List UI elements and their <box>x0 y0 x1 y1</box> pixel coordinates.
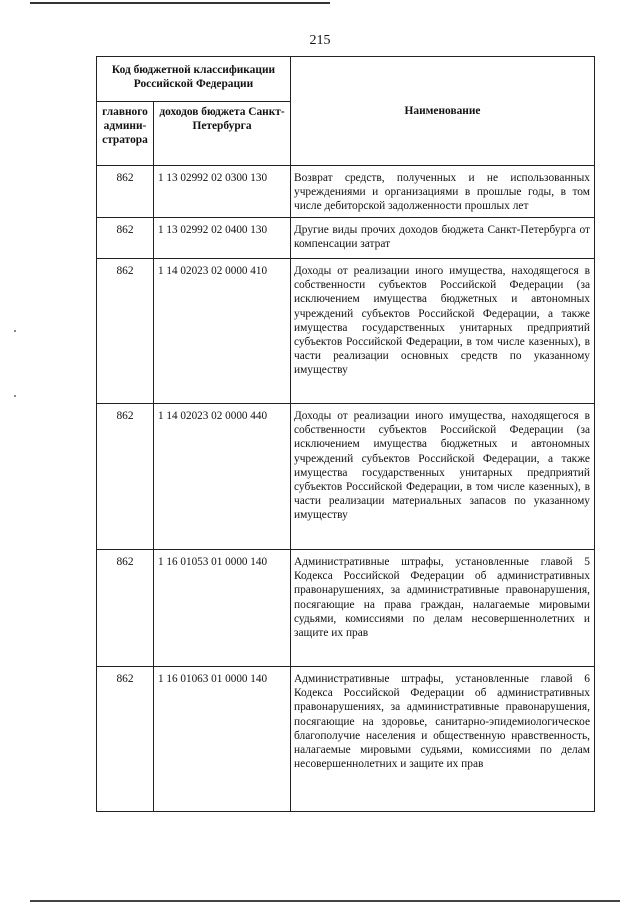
cell-name: Возврат средств, полученных и не использованных учреждениями и организациями в прошлые годы, в том числе дебиторской задолженности прошлых лет <box>291 166 595 218</box>
scan-edge-top <box>30 2 330 4</box>
cell-code: 1 13 02992 02 0300 130 <box>154 166 291 218</box>
header-income: доходов бюджета Санкт-Петербурга <box>154 102 291 166</box>
cell-name: Доходы от реализации иного имущества, находящегося в собственности субъектов Российской Федерации (за исключением имущества бюджетных и автономных учреждений субъектов Российской Федерации, а также имущества государственных унитарных предприятий субъектов Российской Федерации, в том числе казенных), в части реализации основных средств по указанному имуществу <box>291 259 595 404</box>
cell-code: 1 14 02023 02 0000 440 <box>154 404 291 550</box>
header-budget-code: Код бюджетной классификации Российской Федерации <box>97 57 291 102</box>
scan-speck <box>14 330 16 332</box>
cell-admin: 862 <box>97 259 154 404</box>
cell-code: 1 16 01063 01 0000 140 <box>154 667 291 812</box>
cell-name: Административные штрафы, установленные главой 5 Кодекса Российской Федерации об административных правонарушениях, за административные правонарушения, посягающие на права граждан, налагаемые мировыми судьями, комиссиями по делам несовершеннолетних и защите их прав <box>291 550 595 667</box>
table-row <box>97 550 595 667</box>
cell-admin: 862 <box>97 218 154 259</box>
cell-admin: 862 <box>97 667 154 812</box>
table-row <box>97 404 595 550</box>
cell-name: Доходы от реализации иного имущества, находящегося в собственности субъектов Российской Федерации (за исключением имущества бюджетных и автономных учреждений субъектов Российской Федерации, а также имущества государственных унитарных предприятий субъектов Российской Федерации, в том числе казенных), в части реализации материальных запасов по указанному имуществу <box>291 404 595 550</box>
budget-classification-table <box>96 56 595 812</box>
table-row <box>97 667 595 812</box>
table-header-row <box>97 57 595 102</box>
cell-name: Административные штрафы, установленные главой 6 Кодекса Российской Федерации об административных правонарушениях, за административные правонарушения, посягающие на здоровье, санитарно-эпидемиологическое благополучие населения и общественную нравственность, налагаемые мировыми судьями, комиссиями по делам несовершеннолетних и защите их прав <box>291 667 595 812</box>
scan-edge-bottom <box>30 900 620 902</box>
cell-admin: 862 <box>97 404 154 550</box>
scan-speck <box>14 395 16 397</box>
cell-name: Другие виды прочих доходов бюджета Санкт-Петербурга от компенсации затрат <box>291 218 595 259</box>
cell-admin: 862 <box>97 550 154 667</box>
cell-code: 1 16 01053 01 0000 140 <box>154 550 291 667</box>
cell-code: 1 13 02992 02 0400 130 <box>154 218 291 259</box>
page-number: 215 <box>309 33 331 48</box>
table-row <box>97 166 595 218</box>
header-name: Наименование <box>291 57 595 166</box>
header-admin: главного админи-стратора <box>97 102 154 166</box>
table-row <box>97 218 595 259</box>
table-row <box>97 259 595 404</box>
cell-admin: 862 <box>97 166 154 218</box>
cell-code: 1 14 02023 02 0000 410 <box>154 259 291 404</box>
